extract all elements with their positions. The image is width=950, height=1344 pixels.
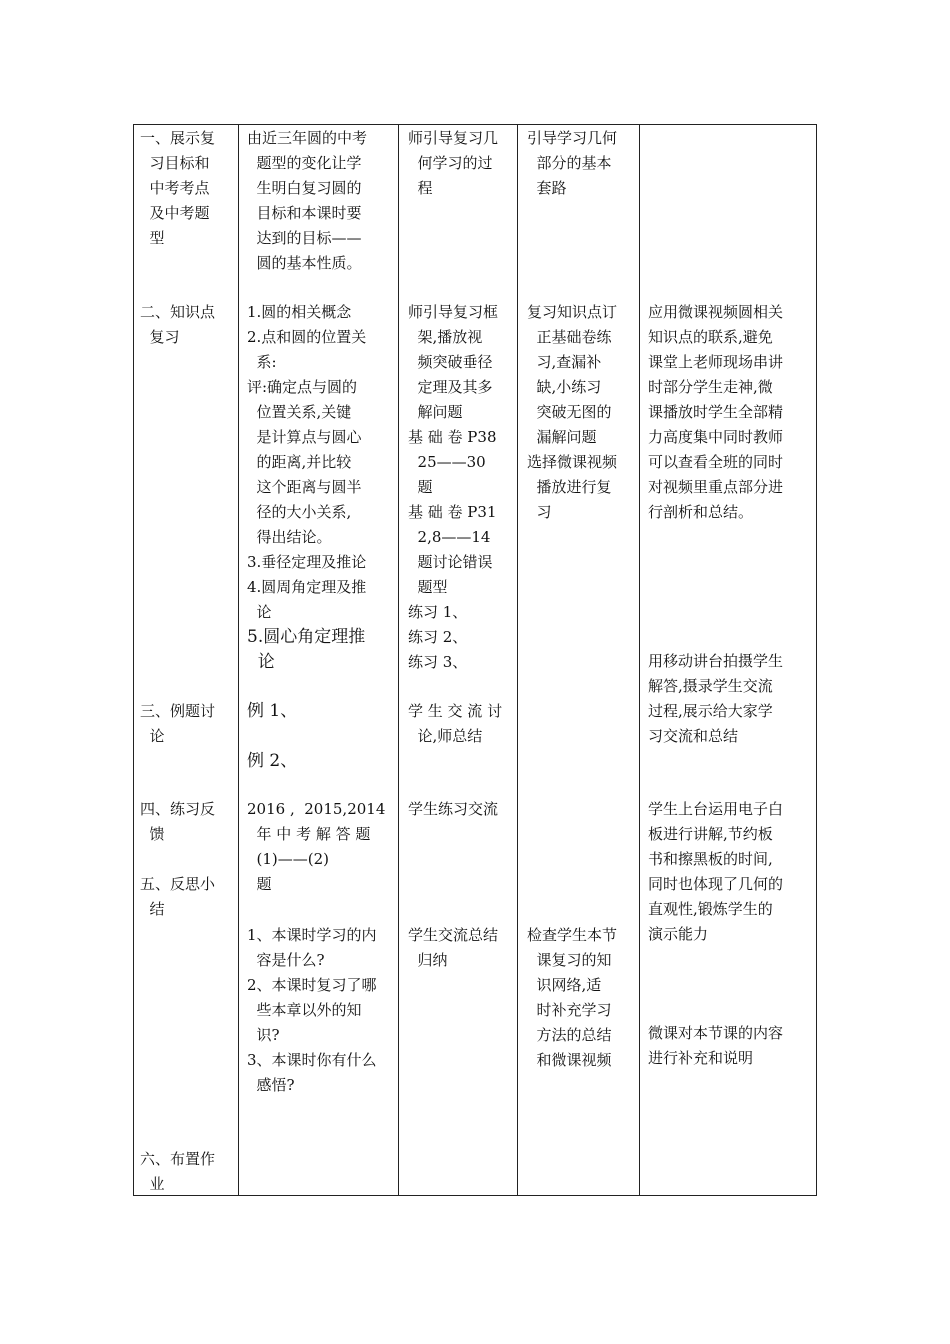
cell-line: 5.圆心角定理推 xyxy=(247,627,366,647)
cell-line: 基 础 卷 P38 xyxy=(408,428,497,446)
cell-line: 选择微课视频 xyxy=(527,453,618,471)
cell-line: 复习 xyxy=(140,328,180,346)
cell-line: 课播放时学生全部精 xyxy=(648,403,784,421)
cell-line: 二、知识点 xyxy=(140,303,216,321)
teacher-activity-cell xyxy=(408,797,498,822)
cell-line: 2.点和圆的位置关 xyxy=(247,328,367,346)
cell-line: 3.垂径定理及推论 xyxy=(247,553,367,571)
cell-line: 型 xyxy=(140,229,165,247)
teacher-activity-cell xyxy=(408,699,502,749)
cell-line: 对视频里重点部分进 xyxy=(648,478,784,496)
content-cell-large xyxy=(247,699,297,724)
cell-line: 得出结论。 xyxy=(247,528,332,546)
cell-line: 微课对本节课的内容 xyxy=(648,1024,784,1042)
cell-line: 解答,摄录学生交流 xyxy=(648,677,773,695)
cell-line: 行剖析和总结。 xyxy=(648,503,754,521)
cell-line: 论 xyxy=(140,727,165,745)
content-cell xyxy=(247,126,367,276)
cell-line: 突破无图的 xyxy=(527,403,612,421)
stage-cell xyxy=(140,797,215,847)
cell-line: 2016 , 2015,2014 xyxy=(247,800,386,818)
tech-use-cell xyxy=(648,300,783,525)
stage-cell xyxy=(140,872,215,922)
cell-line: 直观性,锻炼学生的 xyxy=(648,900,773,918)
column-divider xyxy=(517,125,518,1195)
tech-use-cell xyxy=(648,1021,783,1071)
cell-line: 一、展示复 xyxy=(140,129,216,147)
cell-line: 目标和本课时要 xyxy=(247,204,362,222)
cell-line: 学生练习交流 xyxy=(408,800,499,818)
stage-cell xyxy=(140,126,215,251)
cell-line: 应用微课视频圆相关 xyxy=(648,303,784,321)
cell-line: 基 础 卷 P31 xyxy=(408,503,497,521)
cell-line: 感悟? xyxy=(247,1076,295,1094)
cell-line: 题 xyxy=(408,478,433,496)
cell-line: 练习 1、 xyxy=(408,603,468,621)
cell-line: 习目标和 xyxy=(140,154,210,172)
cell-line: 过程,展示给大家学 xyxy=(648,702,773,720)
cell-line: 2、本课时复习了哪 xyxy=(247,976,377,994)
cell-line: 2,8——14 xyxy=(408,528,491,546)
cell-line: 容是什么? xyxy=(247,951,325,969)
cell-line: 可以查看全班的同时 xyxy=(648,453,784,471)
cell-line: 检查学生本节 xyxy=(527,926,618,944)
cell-line: 频突破垂径 xyxy=(408,353,493,371)
cell-line: 的距离,并比较 xyxy=(247,453,352,471)
cell-line: 习 xyxy=(527,503,552,521)
cell-line: 书和擦黑板的时间, xyxy=(648,850,773,868)
cell-line: 知识点的联系,避免 xyxy=(648,328,773,346)
cell-line: 生明白复习圆的 xyxy=(247,179,362,197)
cell-line: 圆的基本性质。 xyxy=(247,254,362,272)
cell-line: 1.圆的相关概念 xyxy=(247,303,352,321)
cell-line: 漏解问题 xyxy=(527,428,597,446)
cell-line: 论,师总结 xyxy=(408,727,483,745)
cell-line: 这个距离与圆半 xyxy=(247,478,362,496)
cell-line: 位置关系,关键 xyxy=(247,403,352,421)
cell-line: 论 xyxy=(247,603,272,621)
cell-line: 达到的目标—— xyxy=(247,229,362,247)
cell-line: 用移动讲台拍摄学生 xyxy=(648,652,784,670)
cell-line: 演示能力 xyxy=(648,925,709,943)
cell-line: 1、本课时学习的内 xyxy=(247,926,377,944)
cell-line: 题型 xyxy=(408,578,448,596)
cell-line: (1)——(2) xyxy=(247,850,330,868)
cell-line: 题型的变化让学 xyxy=(247,154,362,172)
cell-line: 时补充学习 xyxy=(527,1001,612,1019)
cell-line: 是计算点与圆心 xyxy=(247,428,362,446)
cell-line: 定理及其多 xyxy=(408,378,493,396)
cell-line: 及中考题 xyxy=(140,204,210,222)
cell-line: 方法的总结 xyxy=(527,1026,612,1044)
cell-line: 师引导复习几 xyxy=(408,129,499,147)
column-divider xyxy=(639,125,640,1195)
cell-line: 课堂上老师现场串讲 xyxy=(648,353,784,371)
cell-line: 四、练习反 xyxy=(140,800,216,818)
cell-line: 例 1、 xyxy=(247,701,298,721)
cell-line: 题讨论错误 xyxy=(408,553,493,571)
cell-line: 学 生 交 流 讨 xyxy=(408,702,503,720)
cell-line: 时部分学生走神,微 xyxy=(648,378,773,396)
cell-line: 解问题 xyxy=(408,403,463,421)
cell-line: 师引导复习框 xyxy=(408,303,499,321)
cell-line: 系: xyxy=(247,353,277,371)
cell-line: 归纳 xyxy=(408,951,448,969)
cell-line: 识? xyxy=(247,1026,280,1044)
cell-line: 例 2、 xyxy=(247,751,298,771)
content-cell xyxy=(247,797,385,897)
content-cell xyxy=(247,300,366,625)
cell-line: 结 xyxy=(140,900,165,918)
cell-line: 4.圆周角定理及推 xyxy=(247,578,367,596)
cell-line: 评:确定点与圆的 xyxy=(247,378,358,396)
cell-line: 引导学习几何 xyxy=(527,129,618,147)
cell-line: 五、反思小 xyxy=(140,875,216,893)
cell-line: 习交流和总结 xyxy=(648,727,739,745)
cell-line: 和微课视频 xyxy=(527,1051,612,1069)
cell-line: 套路 xyxy=(527,179,567,197)
cell-line: 练习 2、 xyxy=(408,628,468,646)
cell-line: 同时也体现了几何的 xyxy=(648,875,784,893)
cell-line: 习,查漏补 xyxy=(527,353,602,371)
cell-line: 三、例题讨 xyxy=(140,702,216,720)
teacher-activity-cell xyxy=(408,126,498,201)
column-divider xyxy=(238,125,239,1195)
content-cell-large xyxy=(247,625,365,675)
cell-line: 缺,小练习 xyxy=(527,378,602,396)
tech-use-cell xyxy=(648,797,783,947)
cell-line: 题 xyxy=(247,875,272,893)
cell-line: 课复习的知 xyxy=(527,951,612,969)
stage-cell xyxy=(140,699,215,749)
cell-line: 板进行讲解,节约板 xyxy=(648,825,773,843)
cell-line: 25——30 xyxy=(408,453,486,471)
cell-line: 程 xyxy=(408,179,433,197)
cell-line: 播放进行复 xyxy=(527,478,612,496)
cell-line: 正基础卷练 xyxy=(527,328,612,346)
cell-line: 复习知识点订 xyxy=(527,303,618,321)
stage-cell xyxy=(140,300,215,350)
cell-line: 由近三年圆的中考 xyxy=(247,129,368,147)
cell-line: 部分的基本 xyxy=(527,154,612,172)
cell-line: 馈 xyxy=(140,825,165,843)
teacher-activity-cell xyxy=(408,300,498,675)
cell-line: 识网络,适 xyxy=(527,976,602,994)
design-intent-cell xyxy=(527,300,617,525)
cell-line: 径的大小关系, xyxy=(247,503,352,521)
cell-line: 何学习的过 xyxy=(408,154,493,172)
design-intent-cell xyxy=(527,923,617,1073)
column-divider xyxy=(398,125,399,1195)
cell-line: 架,播放视 xyxy=(408,328,483,346)
stage-cell xyxy=(140,1147,215,1197)
cell-line: 年 中 考 解 答 题 xyxy=(247,825,371,843)
cell-line: 论 xyxy=(247,652,275,672)
content-cell-large xyxy=(247,749,297,774)
content-cell xyxy=(247,923,377,1098)
cell-line: 六、布置作 xyxy=(140,1150,216,1168)
teacher-activity-cell xyxy=(408,923,498,973)
cell-line: 3、本课时你有什么 xyxy=(247,1051,377,1069)
design-intent-cell xyxy=(527,126,617,201)
cell-line: 些本章以外的知 xyxy=(247,1001,362,1019)
cell-line: 学生交流总结 xyxy=(408,926,499,944)
cell-line: 中考考点 xyxy=(140,179,210,197)
cell-line: 学生上台运用电子白 xyxy=(648,800,784,818)
cell-line: 业 xyxy=(140,1175,165,1193)
cell-line: 进行补充和说明 xyxy=(648,1049,754,1067)
cell-line: 练习 3、 xyxy=(408,653,468,671)
cell-line: 力高度集中同时教师 xyxy=(648,428,784,446)
tech-use-cell xyxy=(648,649,783,749)
